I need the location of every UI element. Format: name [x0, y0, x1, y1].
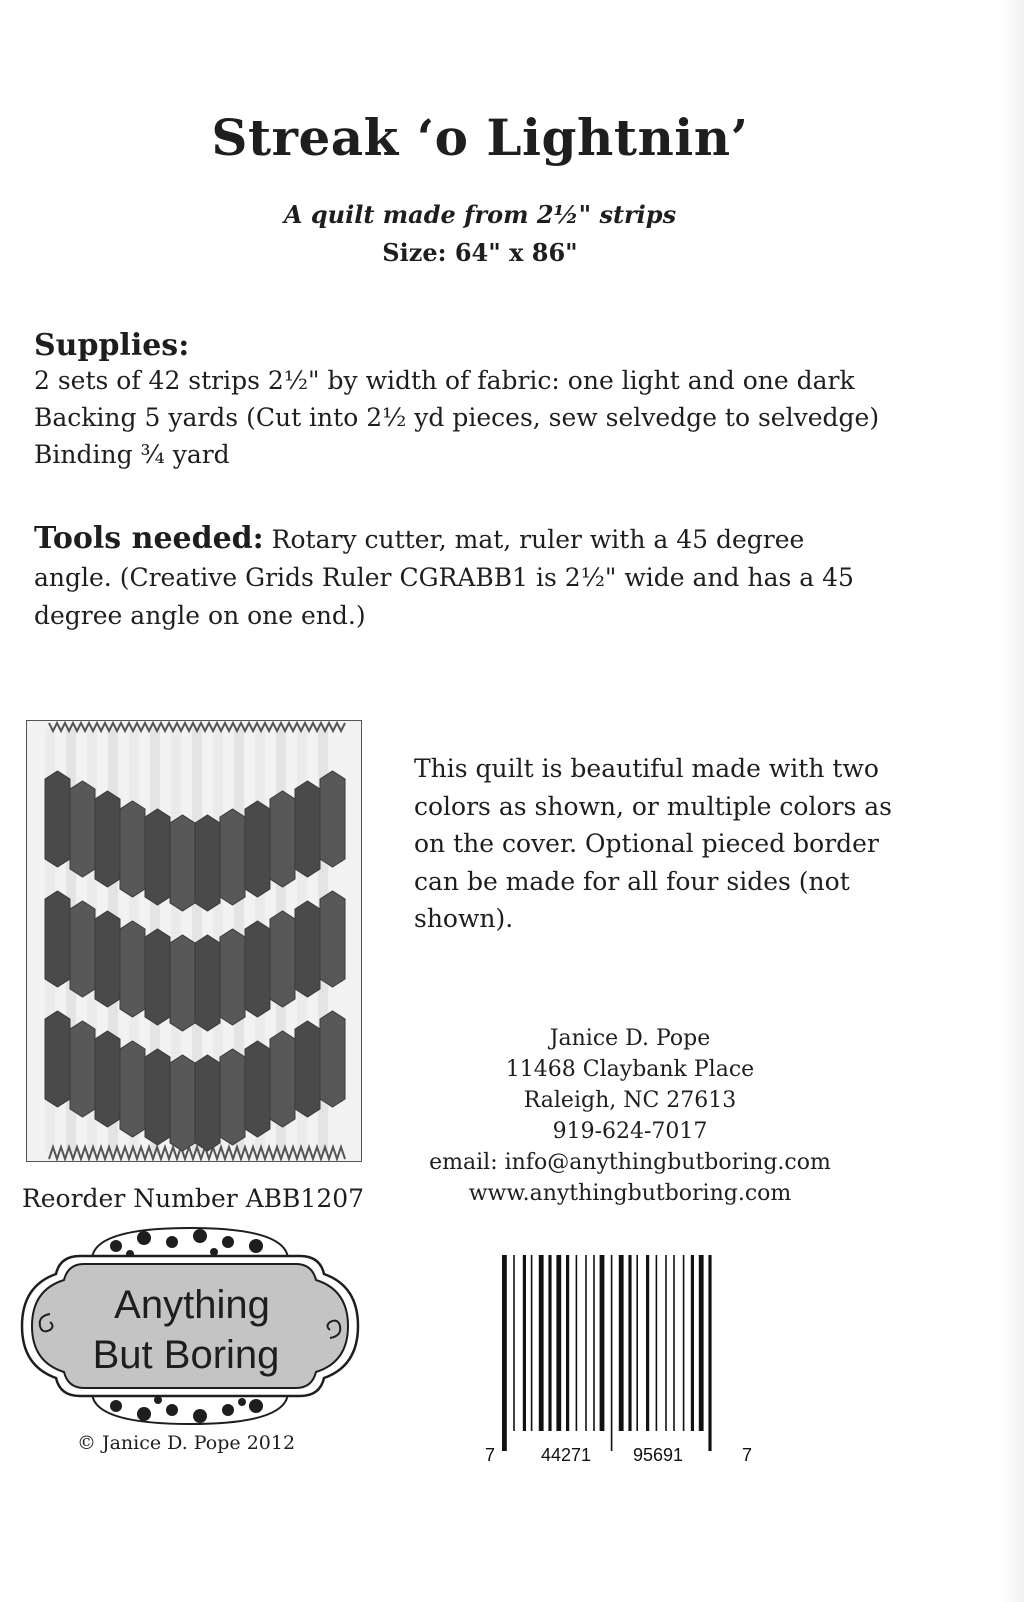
quilt-dark-chevron	[145, 809, 170, 905]
quilt-dark-chevron	[320, 771, 345, 867]
quilt-dark-chevron	[270, 911, 295, 1007]
logo-dot	[110, 1400, 122, 1412]
logo-dot	[238, 1398, 246, 1406]
barcode-bar	[502, 1255, 507, 1451]
quilt-dark-chevron	[120, 801, 145, 897]
quilt-description: This quilt is beautiful made with two colors as shown, or multiple colors as on the cover. Optional pieced border can be made for all four sides (not shown).	[414, 754, 892, 933]
quilt-dark-chevron	[195, 1055, 220, 1151]
barcode-bar	[585, 1255, 587, 1431]
pattern-subtitle: A quilt made from 2½" strips	[283, 200, 677, 229]
quilt-dark-chevron	[120, 921, 145, 1017]
barcode-bar	[548, 1255, 551, 1431]
barcode-bar	[593, 1255, 595, 1431]
logo-dot	[137, 1407, 151, 1421]
quilt-dark-chevron	[195, 935, 220, 1031]
anything-but-boring-logo	[20, 1226, 360, 1426]
contact-name: Janice D. Pope	[549, 1026, 711, 1051]
contact-street: 11468 Claybank Place	[505, 1057, 755, 1082]
upc-barcode	[484, 1255, 764, 1467]
quilt-dark-chevron	[170, 935, 195, 1031]
quilt-dark-chevron	[295, 901, 320, 997]
quilt-dark-chevron	[145, 1049, 170, 1145]
quilt-dark-chevron	[70, 1021, 95, 1117]
quilt-illustration	[27, 721, 361, 1161]
barcode-bar	[691, 1255, 694, 1431]
quilt-dark-chevron	[45, 1011, 70, 1107]
contact-phone: 919-624-7017	[552, 1119, 708, 1144]
quilt-dark-chevron	[45, 891, 70, 987]
supplies-line: Binding ¾ yard	[34, 440, 230, 469]
quilt-dark-chevron	[220, 809, 245, 905]
barcode-bar	[566, 1255, 569, 1431]
logo-dot	[137, 1231, 151, 1245]
quilt-dark-chevron	[320, 1011, 345, 1107]
contact-city: Raleigh, NC 27613	[523, 1088, 737, 1113]
quilt-dark-chevron	[170, 1055, 195, 1151]
quilt-size: Size: 64" x 86"	[382, 238, 578, 267]
barcode-digit-right: 7	[741, 1445, 753, 1465]
quilt-dark-chevron	[270, 1031, 295, 1127]
quilt-dark-chevron	[270, 791, 295, 887]
barcode-bar	[683, 1255, 685, 1431]
barcode-digit-left: 7	[484, 1445, 496, 1465]
quilt-dark-chevron	[295, 1021, 320, 1117]
barcode-bar	[708, 1255, 711, 1451]
quilt-dark-chevron	[220, 929, 245, 1025]
quilt-dark-chevron	[295, 781, 320, 877]
logo-dot	[166, 1236, 178, 1248]
quilt-dark-chevron	[145, 929, 170, 1025]
logo-dot	[249, 1399, 263, 1413]
barcode-bar	[619, 1255, 624, 1431]
quilt-dark-chevron	[170, 815, 195, 911]
barcode-bar	[628, 1255, 631, 1431]
quilt-dark-chevron	[245, 921, 270, 1017]
barcode-bar	[665, 1255, 667, 1431]
barcode-bar	[636, 1255, 638, 1431]
barcode-group-1: 44271	[540, 1445, 592, 1465]
barcode-bar	[611, 1255, 613, 1451]
logo-dot	[193, 1409, 207, 1423]
page-edge-shadow	[1002, 0, 1024, 1602]
quilt-dark-chevron	[320, 891, 345, 987]
logo-line-2: But Boring	[92, 1333, 280, 1377]
quilt-dark-chevron	[45, 771, 70, 867]
logo-dot	[193, 1229, 207, 1243]
quilt-dark-chevron	[120, 1041, 145, 1137]
quilt-dark-chevron	[245, 1041, 270, 1137]
reorder-number: Reorder Number ABB1207	[21, 1184, 365, 1213]
copyright: © Janice D. Pope 2012	[76, 1432, 296, 1454]
quilt-dark-chevron	[95, 1031, 120, 1127]
logo-dot	[110, 1240, 122, 1252]
logo-line-1: Anything	[114, 1283, 270, 1327]
supplies-heading: Supplies:	[34, 328, 190, 363]
barcode-bar	[673, 1255, 675, 1431]
quilt-image	[26, 720, 362, 1162]
quilt-dark-chevron	[220, 1049, 245, 1145]
barcode-bar	[539, 1255, 544, 1431]
barcode-bar	[646, 1255, 649, 1431]
tools-heading: Tools needed:	[34, 521, 264, 556]
barcode-bar	[556, 1255, 561, 1431]
quilt-dark-chevron	[95, 791, 120, 887]
barcode-bar	[513, 1255, 515, 1431]
contact-email: email: info@anythingbutboring.com	[429, 1150, 831, 1175]
logo-dot	[166, 1404, 178, 1416]
barcode-bar	[656, 1255, 658, 1431]
tools-needed	[34, 520, 884, 635]
pattern-title: Streak ‘o Lightnin’	[211, 108, 749, 167]
logo-dot	[222, 1404, 234, 1416]
quilt-dark-chevron	[95, 911, 120, 1007]
quilt-dark-chevron	[70, 901, 95, 997]
barcode-bar	[523, 1255, 526, 1431]
barcode-bar	[576, 1255, 578, 1431]
barcode-bar	[699, 1255, 704, 1431]
barcode-bar	[600, 1255, 605, 1431]
supplies-line: 2 sets of 42 strips 2½" by width of fabric: one light and one dark	[34, 366, 855, 395]
tools-text: Rotary cutter, mat, ruler with a 45 degree angle. (Creative Grids Ruler CGRABB1 is 2½" wide and has a 45 degree angle on one end.)	[34, 525, 854, 630]
quilt-dark-chevron	[195, 815, 220, 911]
supplies-line: Backing 5 yards (Cut into 2½ yd pieces, sew selvedge to selvedge)	[34, 403, 880, 432]
contact-website: www.anythingbutboring.com	[468, 1181, 792, 1206]
quilt-dark-chevron	[245, 801, 270, 897]
barcode-group-2: 95691	[632, 1445, 684, 1465]
quilt-dark-chevron	[70, 781, 95, 877]
barcode-bar	[531, 1255, 533, 1431]
logo-dot	[222, 1236, 234, 1248]
logo-dot	[249, 1239, 263, 1253]
